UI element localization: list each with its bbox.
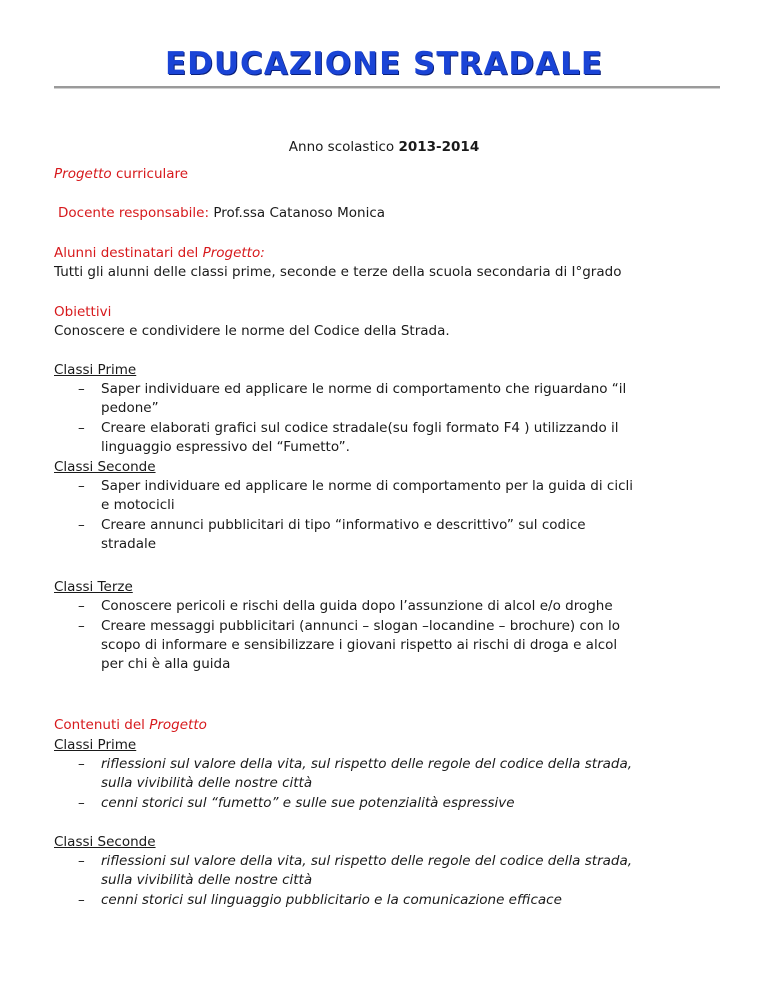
list-item-continuation: sulla vivibilità delle nostre città (101, 872, 313, 888)
bullet: – (78, 420, 85, 436)
list-item: Saper individuare ed applicare le norme di comportamento che riguardano “il (101, 381, 627, 397)
project-label: Progetto (54, 166, 112, 182)
list-item-continuation: e motocicli (101, 497, 175, 513)
project-type (54, 166, 188, 183)
contents-label: Contenuti del (54, 717, 150, 733)
teacher (58, 205, 385, 222)
list-item-continuation: per chi è alla guida (101, 656, 231, 672)
list-item: cenni storici sul “fumetto” e sulle sue potenzialità espressive (101, 795, 515, 811)
list-item: cenni storici sul linguaggio pubblicitario e la comunicazione efficace (101, 892, 562, 908)
teacher-name: Prof.ssa Catanoso Monica (209, 205, 386, 221)
bullet: – (78, 618, 85, 634)
list-item: riflessioni sul valore della vita, sul rispetto delle regole del codice della strada, (101, 756, 633, 772)
bullet: – (78, 478, 85, 494)
objectives-prime-heading: Classi Prime (54, 362, 137, 378)
list-item-continuation: stradale (101, 536, 157, 552)
title-divider (54, 86, 720, 89)
bullet: – (78, 795, 85, 811)
list-item: Saper individuare ed applicare le norme di comportamento per la guida di cicli (101, 478, 634, 494)
list-item: Creare messaggi pubblicitari (annunci – slogan –locandine – brochure) con lo (101, 618, 620, 634)
objectives-terze-heading: Classi Terze (54, 579, 133, 595)
contents-label-italic: Progetto (149, 717, 207, 733)
students-text: Tutti gli alunni delle classi prime, seconde e terze della scuola secondaria di I°grado (54, 264, 622, 280)
school-year (0, 139, 768, 156)
students-heading (54, 245, 265, 262)
list-item-continuation: sulla vivibilità delle nostre città (101, 775, 313, 791)
bullet: – (78, 517, 85, 533)
bullet: – (78, 381, 85, 397)
bullet: – (78, 598, 85, 614)
list-item-continuation: linguaggio espressivo del “Fumetto”. (101, 439, 350, 455)
school-year-label: Anno scolastico (288, 139, 399, 155)
list-item-continuation: pedone” (101, 400, 159, 416)
school-year-value: 2013-2014 (398, 139, 480, 155)
students-label: Alunni destinatari del (54, 245, 203, 261)
list-item: Creare elaborati grafici sul codice stradale(su fogli formato F4 ) utilizzando il (101, 420, 619, 436)
objectives-heading: Obiettivi (54, 304, 112, 320)
students-label-italic: Progetto: (202, 245, 265, 261)
list-item: Creare annunci pubblicitari di tipo “informativo e descrittivo” sul codice (101, 517, 586, 533)
bullet: – (78, 853, 85, 869)
bullet: – (78, 756, 85, 772)
objectives-intro: Conoscere e condividere le norme del Codice della Strada. (54, 323, 450, 339)
document-title: EDUCAZIONE STRADALE (164, 46, 604, 82)
objectives-seconde-heading: Classi Seconde (54, 459, 156, 475)
contents-heading (54, 717, 207, 734)
contents-prime-heading: Classi Prime (54, 737, 137, 753)
project-suffix: curriculare (111, 166, 189, 182)
teacher-label: Docente responsabile: (58, 205, 210, 221)
list-item: riflessioni sul valore della vita, sul rispetto delle regole del codice della strada, (101, 853, 633, 869)
bullet: – (78, 892, 85, 908)
list-item-continuation: scopo di informare e sensibilizzare i giovani rispetto ai rischi di droga e alcol (101, 637, 618, 653)
contents-seconde-heading: Classi Seconde (54, 834, 156, 850)
list-item: Conoscere pericoli e rischi della guida dopo l’assunzione di alcol e/o droghe (101, 598, 613, 614)
